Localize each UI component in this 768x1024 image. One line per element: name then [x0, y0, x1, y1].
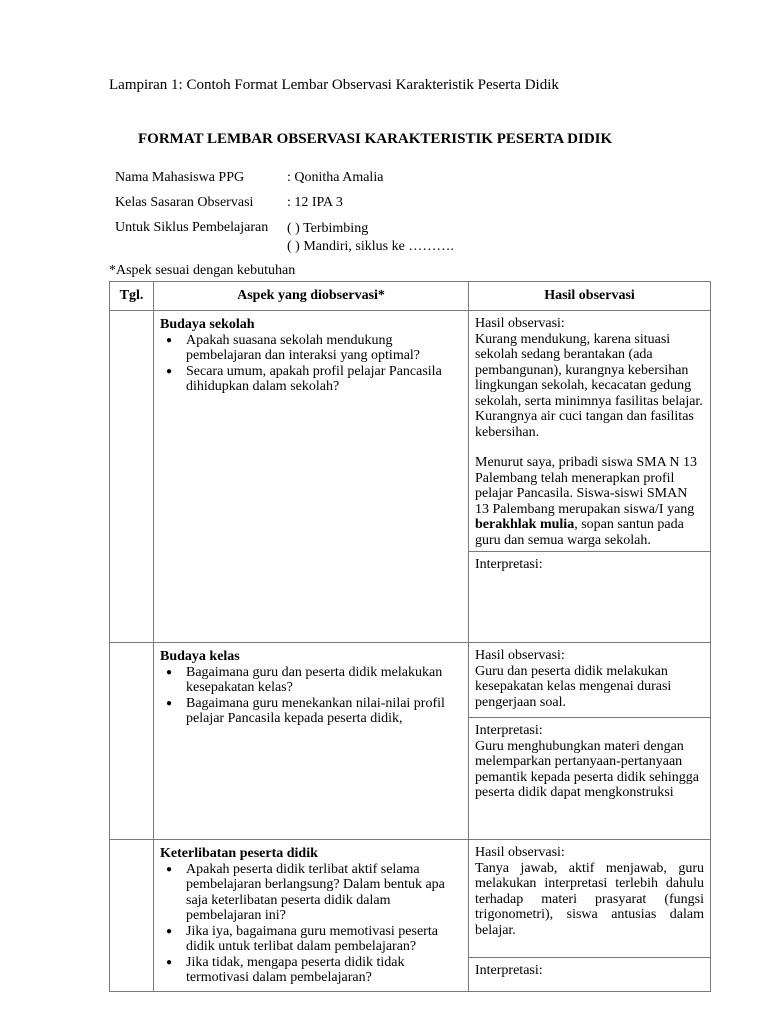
hasil-text: Guru dan peserta didik melakukan kesepakatan kelas mengenai durasi pengerjaan soal. [475, 663, 672, 710]
siklus-option-mandiri: ( ) Mandiri, siklus ke ………. [287, 239, 454, 254]
question-item: ● Jika iya, bagaimana guru memotivasi peserta didik untuk terlibat dalam pembelajaran? [160, 924, 463, 955]
hasil-label: Hasil observasi: [475, 845, 565, 860]
aspek-cell [154, 311, 469, 643]
tgl-cell [110, 840, 154, 992]
hasil-text-2-part: , sopan santun pada guru dan semua warga sekolah. [475, 517, 684, 548]
nama-label: Nama Mahasiswa PPG [115, 170, 245, 185]
question-item: ● Secara umum, apakah profil pelajar Pancasila dihidupkan dalam sekolah? [160, 364, 463, 395]
hasil-label: Hasil observasi: [475, 648, 565, 663]
interpretasi-block [469, 551, 710, 577]
hasil-cell [469, 643, 711, 840]
hasil-observasi-block [469, 840, 710, 957]
hasil-text-2-bold: berakhlak mulia [475, 517, 575, 532]
table-row [110, 311, 711, 643]
kelas-label: Kelas Sasaran Observasi [115, 195, 254, 210]
aspek-cell [154, 840, 469, 992]
siklus-label: Untuk Siklus Pembelajaran [115, 220, 269, 235]
question-list [160, 862, 463, 986]
table-row [110, 840, 711, 992]
nama-value: : Qonitha Amalia [287, 170, 384, 185]
hasil-text-2 [475, 455, 704, 548]
question-item: ● Jika tidak, mengapa peserta didik tidak termotivasi dalam pembelajaran? [160, 955, 463, 986]
kelas-value: : 12 IPA 3 [287, 195, 343, 210]
question-list [160, 333, 463, 395]
question-item: ● Apakah suasana sekolah mendukung pembelajaran dan interaksi yang optimal? [160, 333, 463, 364]
table-header-row [110, 282, 711, 311]
question-item: ● Apakah peserta didik terlibat aktif selama pembelajaran berlangsung? Dalam bentuk apa saja keterlibatan peserta didik dalam pembelajaran ini? [160, 862, 463, 924]
header-aspek: Aspek yang diobservasi* [154, 282, 469, 311]
observation-table [109, 281, 711, 992]
hasil-label: Hasil observasi: [475, 316, 565, 331]
header-hasil: Hasil observasi [469, 282, 711, 311]
hasil-text: Kurang mendukung, karena situasi sekolah sedang berantakan (ada pembangunan), kurangnya kebersihan lingkungan sekolah, kecacatan gedung sekolah, serta minimnya fasilitas belajar. Kurangnya air cuci tangan dan fasilitas kebersihan. [475, 331, 703, 440]
interpretasi-text: Guru menghubungkan materi dengan melemparkan pertanyaan-pertanyaan pemantik kepada peserta didik sehingga peserta didik dapat mengkonstruksi [475, 738, 699, 800]
question-list [160, 665, 463, 727]
question-item: ● Bagaimana guru menekankan nilai-nilai profil pelajar Pancasila kepada peserta didik, [160, 696, 463, 727]
appendix-title: Lampiran 1: Contoh Format Lembar Observasi Karakteristik Peserta Didik [109, 77, 559, 93]
document-title: FORMAT LEMBAR OBSERVASI KARAKTERISTIK PESERTA DIDIK [138, 131, 613, 147]
tgl-cell [110, 311, 154, 643]
interpretasi-label: Interpretasi: [475, 723, 543, 738]
hasil-text: Tanya jawab, aktif menjawab, guru melakukan interpretasi terlebih dahulu terhadap materi prasyarat (fungsi trigonometri), siswa antusias dalam belajar. [475, 860, 704, 938]
aspek-title: Budaya kelas [160, 649, 240, 664]
aspek-title: Budaya sekolah [160, 317, 255, 332]
tgl-cell [110, 643, 154, 840]
interpretasi-block [469, 717, 710, 805]
hasil-text-2-part: Menurut saya, pribadi siswa SMA N 13 Palembang telah menerapkan profil pelajar Pancasila. Siswa-siswi SMAN 13 Palembang merupakan siswa/I yang [475, 455, 698, 517]
table-row [110, 643, 711, 840]
hasil-cell [469, 311, 711, 643]
aspek-cell [154, 643, 469, 840]
aspek-note: *Aspek sesuai dengan kebutuhan [109, 263, 296, 278]
interpretasi-block [469, 957, 710, 983]
question-item: ● Bagaimana guru dan peserta didik melakukan kesepakatan kelas? [160, 665, 463, 696]
aspek-title: Keterlibatan peserta didik [160, 846, 318, 861]
interpretasi-label: Interpretasi: [475, 963, 543, 978]
interpretasi-label: Interpretasi: [475, 557, 543, 572]
header-tgl: Tgl. [110, 282, 154, 311]
hasil-observasi-block [469, 643, 710, 717]
siklus-option-terbimbing: ( ) Terbimbing [287, 221, 369, 236]
hasil-cell [469, 840, 711, 992]
hasil-observasi-block [469, 311, 710, 551]
